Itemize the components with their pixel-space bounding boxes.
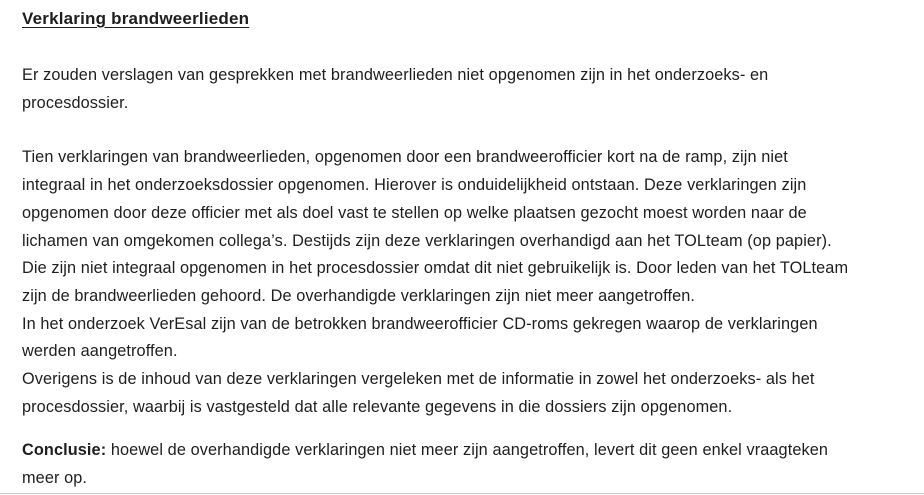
text-line: integraal in het onderzoeksdossier opgenomen. Hierover is onduidelijkheid ontstaan. Deze verklaringen zijn <box>22 176 807 195</box>
text-line: zijn de brandweerlieden gehoord. De overhandigde verklaringen zijn niet meer aangetroffen. <box>22 286 696 305</box>
text-line <box>22 437 906 465</box>
paragraph-intro <box>22 62 906 117</box>
text-line: werden aangetroffen. <box>22 342 178 361</box>
text-line: Overigens is de inhoud van deze verklaringen vergeleken met de informatie in zowel het onderzoeks- als het <box>22 370 815 389</box>
text-line: In het onderzoek VerEsal zijn van de betrokken brandweerofficier CD-roms gekregen waarop de verklaringen <box>22 314 818 333</box>
text-line: opgenomen door deze officier met als doel vast te stellen op welke plaatsen gezocht moest worden naar de <box>22 203 807 222</box>
text-line: Die zijn niet integraal opgenomen in het procesdossier omdat dit niet gebruikelijk is. Door leden van het TOLteam <box>22 259 849 278</box>
conclusion-label: Conclusie: <box>22 441 107 460</box>
document-title: Verklaring brandweerlieden <box>22 9 250 28</box>
paragraph-body <box>22 144 906 421</box>
paragraph-conclusion <box>22 437 906 492</box>
text-line: procesdossier, waarbij is vastgesteld dat alle relevante gegevens in die dossiers zijn opgenomen. <box>22 397 733 416</box>
text-line: procesdossier. <box>22 93 129 112</box>
conclusion-text: hoewel de overhandigde verklaringen niet meer zijn aangetroffen, levert dit geen enkel vraagteken <box>110 441 829 460</box>
text-line: meer op. <box>22 469 88 488</box>
text-line: lichamen van omgekomen collega’s. Destijds zijn deze verklaringen overhandigd aan het TOLteam (op papier). <box>22 231 832 250</box>
text-line: Er zouden verslagen van gesprekken met brandweerlieden niet opgenomen zijn in het onderzoeks- en <box>22 66 769 84</box>
scan-artifact-line <box>0 493 924 494</box>
text-line: Tien verklaringen van brandweerlieden, opgenomen door een brandweerofficier kort na de ramp, zijn niet <box>22 148 788 167</box>
